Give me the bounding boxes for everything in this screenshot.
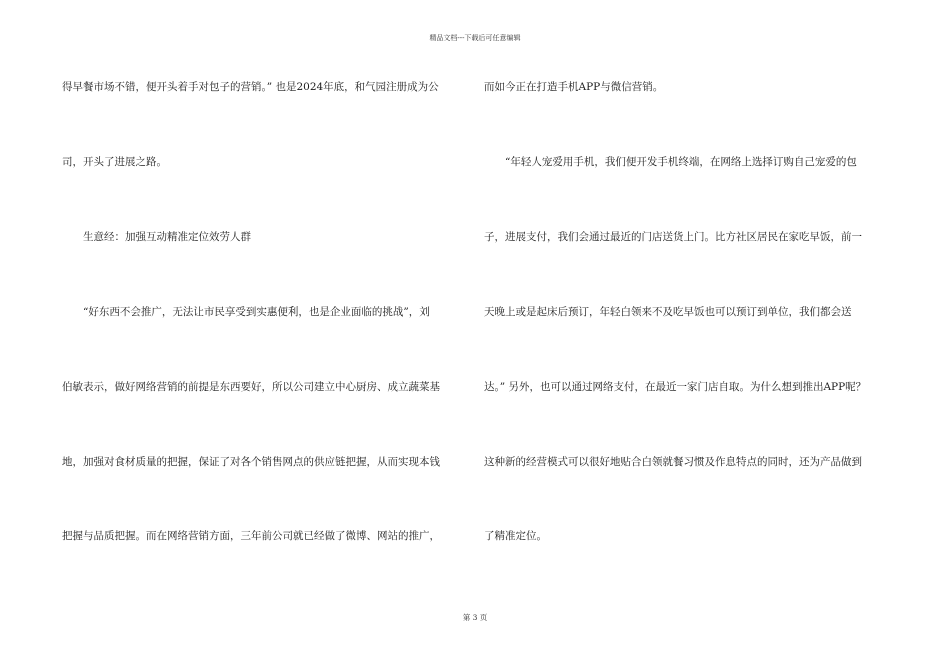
text-line: 达。” 另外，也可以通过网络支付，在最近一家门店自取。为什么想到推出APP呢？ <box>484 381 867 393</box>
text-line: 这种新的经营模式可以很好地贴合白领就餐习惯及作息特点的同时，还为产品做到 <box>484 456 862 468</box>
text-line: 得早餐市场不错，便开头着手对包子的营销。” 也是2024年底，和气园注册成为公 <box>62 81 439 93</box>
text-line: 了精准定位。 <box>484 530 547 542</box>
page-number: 第 3 页 <box>462 613 488 622</box>
text-line: 司，开头了进展之路。 <box>62 156 167 168</box>
text-line: 把握与品质把握。而在网络营销方面，三年前公司就已经做了微博、网站的推广， <box>62 530 440 542</box>
text-line: “年轻人宠爱用手机，我们便开发手机终端，在网络上选择订购自己宠爱的包 <box>484 156 857 168</box>
text-line: 伯敏表示，做好网络营销的前提是东西要好，所以公司建立中心厨房、成立蔬菜基 <box>62 381 440 393</box>
text-line: 生意经：加强互动精准定位效劳人群 <box>62 231 251 243</box>
text-line: 而如今正在打造手机APP与微信营销。 <box>484 81 664 93</box>
text-line: 天晚上或是起床后预订，年轻白领来不及吃早饭也可以预订到单位，我们都会送 <box>484 306 852 318</box>
text-line: “好东西不会推广，无法让市民享受到实惠便利，也是企业面临的挑战”，刘 <box>62 306 430 318</box>
text-line: 地，加强对食材质量的把握，保证了对各个销售网点的供应链把握，从而实现本钱 <box>62 456 440 468</box>
page-header: 精品文档---下载后可任意编辑 <box>429 34 521 42</box>
text-line: 子，进展支付，我们会通过最近的门店送货上门。比方社区居民在家吃早饭，前一 <box>484 231 862 243</box>
